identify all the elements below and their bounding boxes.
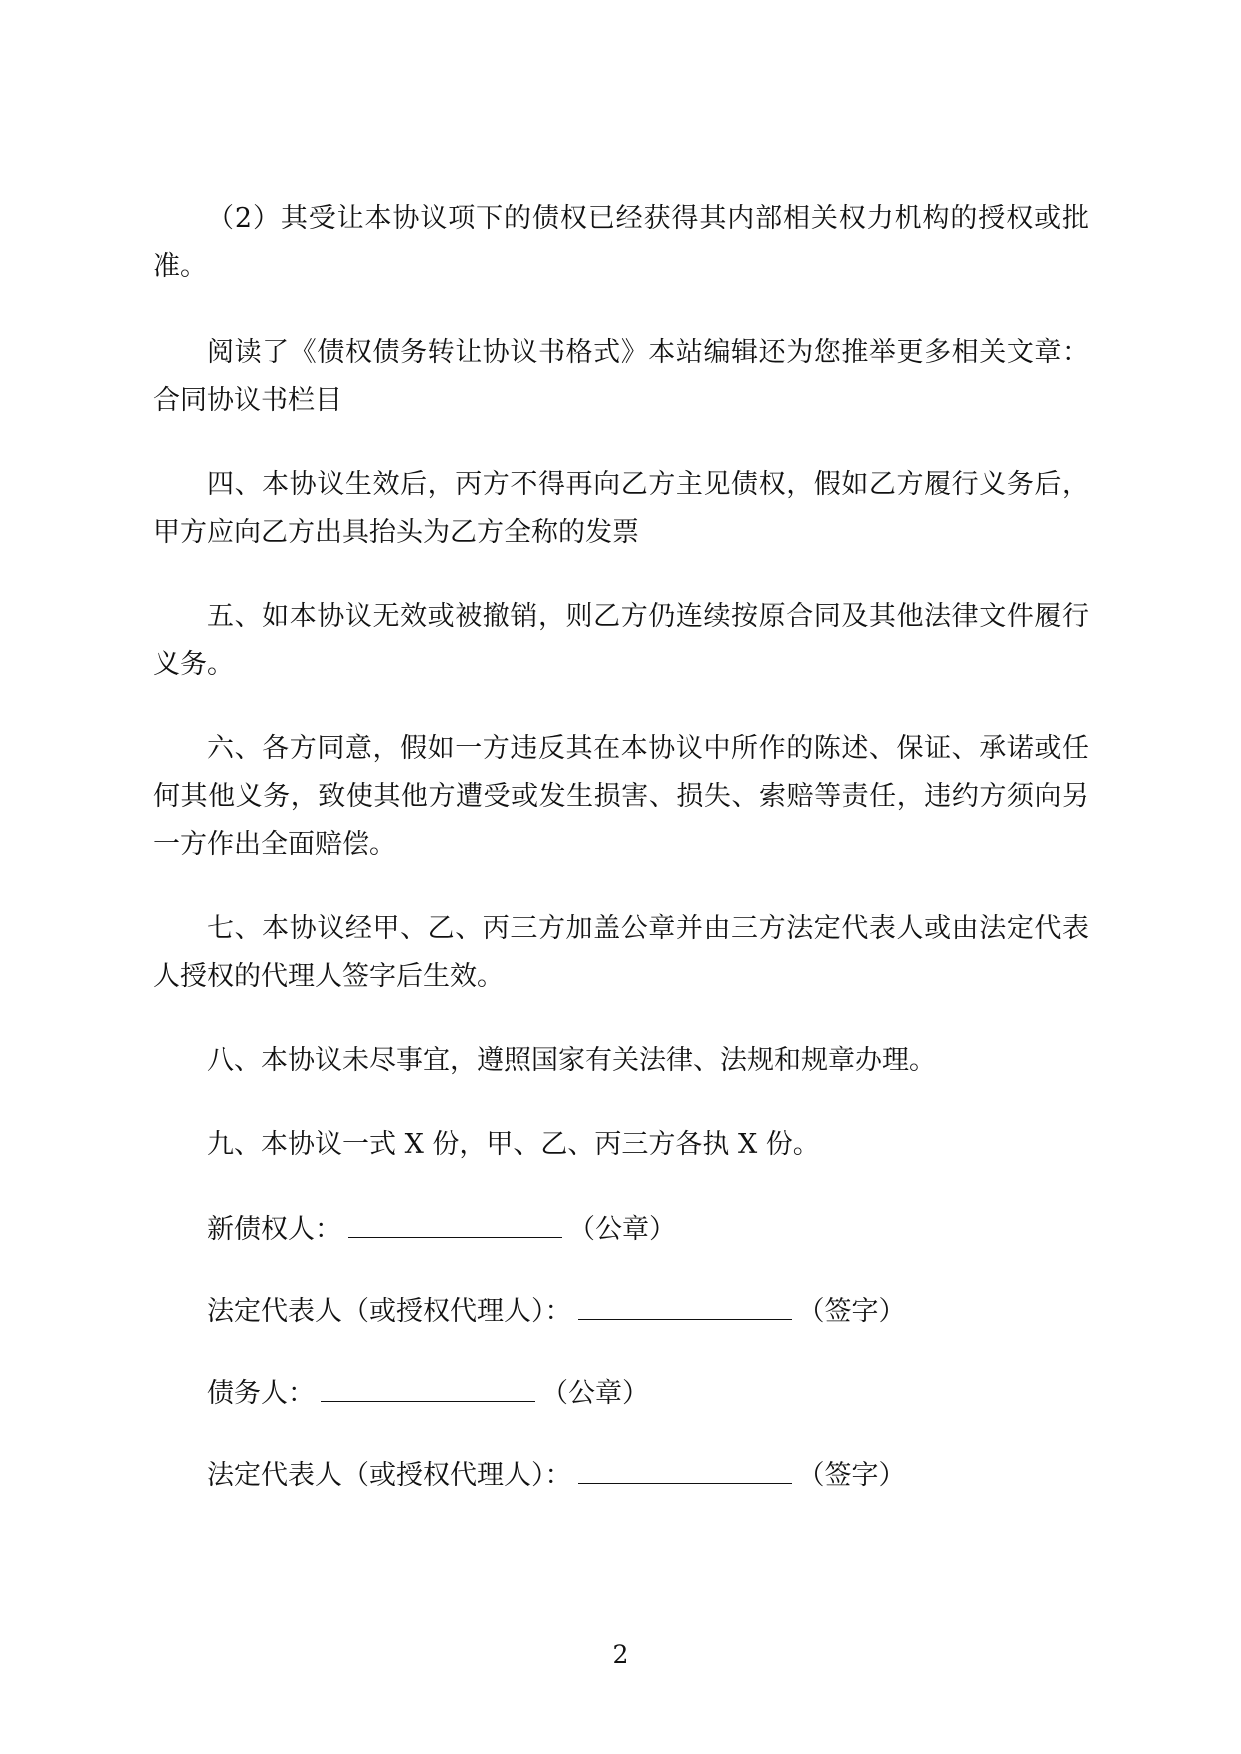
signature-label: 法定代表人（或授权代理人）： — [207, 1460, 572, 1491]
paragraph-clause-5: 五、如本协议无效或被撤销，则乙方仍连续按原合同及其他法律文件履行义务。 — [153, 601, 1089, 680]
paragraph-clause-8: 八、本协议未尽事宜，遵照国家有关法律、法规和规章办理。 — [207, 1045, 936, 1076]
signature-debtor — [153, 1369, 1089, 1417]
paragraph-clause-7: 七、本协议经甲、乙、丙三方加盖公章并由三方法定代表人或由法定代表人授权的代理人签字后生效。 — [153, 913, 1089, 992]
signature-note: （签字） — [797, 1296, 906, 1327]
paragraph-authorization: （2）其受让本协议项下的债权已经获得其内部相关权力机构的授权或批准。 — [153, 203, 1089, 282]
page-number: 2 — [612, 1640, 629, 1669]
signature-label: 债务人： — [207, 1378, 315, 1409]
signature-label: 新债权人： — [207, 1214, 342, 1245]
paragraph-clause-6: 六、各方同意，假如一方违反其在本协议中所作的陈述、保证、承诺或任何其他义务，致使其他方遭受或发生损害、损失、索赔等责任，违约方须向另一方作出全面赔偿。 — [153, 733, 1089, 860]
signature-label: 法定代表人（或授权代理人）： — [207, 1296, 572, 1327]
signature-note: （签字） — [797, 1460, 906, 1491]
signature-creditor-representative — [153, 1287, 1089, 1335]
signature-blank-line — [578, 1451, 792, 1484]
signature-blank-line — [578, 1287, 792, 1320]
document-body — [153, 195, 1089, 1499]
signature-debtor-representative — [153, 1451, 1089, 1499]
signature-blank-line — [321, 1369, 535, 1402]
paragraph-clause-4: 四、本协议生效后，丙方不得再向乙方主见债权，假如乙方履行义务后，甲方应向乙方出具抬头为乙方全称的发票 — [153, 469, 1089, 548]
signature-new-creditor — [153, 1205, 1089, 1253]
paragraph-recommendation: 阅读了《债权债务转让协议书格式》本站编辑还为您推举更多相关文章：合同协议书栏目 — [153, 337, 1089, 416]
signature-note: （公章） — [541, 1378, 649, 1409]
signature-blank-line — [348, 1205, 562, 1238]
signature-note: （公章） — [568, 1214, 676, 1245]
paragraph-clause-9: 九、本协议一式 X 份，甲、乙、丙三方各执 X 份。 — [207, 1129, 820, 1160]
